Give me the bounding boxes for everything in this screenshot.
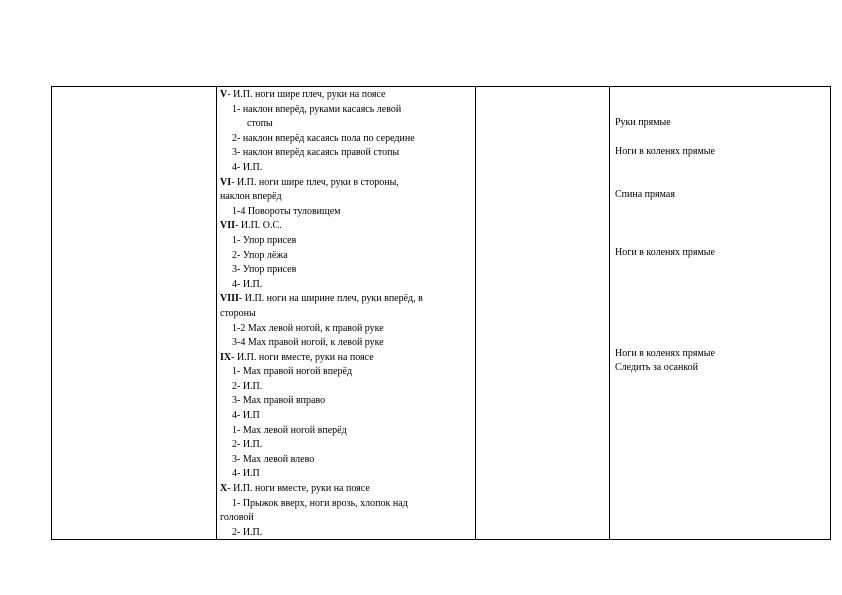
exercise-step: 3- Мах правой вправо [232,395,326,407]
exercise-heading-text: - И.П. О.С. [235,220,282,232]
exercise-table [51,86,831,540]
column-divider [475,87,476,539]
exercise-heading-text: - И.П. ноги шире плеч, руки на поясе [227,89,386,100]
exercise-step: 1-2 Мах левой ногой, к правой руке [232,322,384,334]
exercise-step: 3-4 Мах правой ногой, к левой руке [232,337,384,349]
exercise-step: 4- И.П [232,468,260,480]
exercise-step: 1- Упор присев [232,234,297,246]
note-line: Спина прямая [615,189,675,200]
exercise-description-cell [220,88,472,540]
exercise-step: 3- наклон вперёд касаясь правой стопы [232,147,400,159]
exercise-step: 1- Прыжок вверх, ноги врозь, хлопок над [232,497,408,509]
exercise-step: 2- И.П. [232,439,263,451]
exercise-step: 4- И.П. [232,278,263,290]
exercise-step: головой [220,512,254,524]
exercise-heading [220,482,472,497]
exercise-step: 1-4 Повороты туловищем [232,205,341,217]
exercise-step: 3- Мах левой влево [232,453,315,465]
note-line: Следить за осанкой [615,362,699,373]
exercise-number: VIII [220,293,239,305]
exercise-heading-text: - И.П. ноги на ширине плеч, руки вперёд, в [238,293,423,305]
column-divider [609,87,610,539]
exercise-number: IX [220,351,232,363]
exercise-step: 1- Мах правой ногой вперёд [232,366,353,378]
exercise-step: 2- Упор лёжа [232,249,288,261]
note-line: Ноги в коленях прямые [615,247,715,258]
exercise-heading-text: - И.П. ноги шире плеч, руки в стороны, [231,176,399,188]
exercise-step: 2- И.П. [232,380,263,392]
exercise-heading [220,176,472,191]
exercise-heading [220,292,472,307]
exercise-step: 2- наклон вперёд касаясь пола по середине [232,132,415,144]
exercise-step: 1- Мах левой ногой вперёд [232,424,347,436]
exercise-number: X [220,483,228,495]
exercise-number: VI [220,176,232,188]
exercise-number: VII [220,220,236,232]
exercise-step: наклон вперёд [220,191,282,203]
exercise-heading [220,351,472,366]
exercise-step: 3- Упор присев [232,264,297,276]
exercise-step: стопы [247,118,273,130]
exercise-heading-text: - И.П. ноги вместе, руки на поясе [231,351,374,363]
exercise-step: 4- И.П. [232,161,263,173]
exercise-heading [220,88,472,103]
note-line: Ноги в коленях прямые [615,146,715,157]
exercise-heading-text: - И.П. ноги вместе, руки на поясе [227,483,370,495]
note-line: Ноги в коленях прямые [615,348,715,359]
exercise-step: стороны [220,307,256,319]
exercise-heading [220,219,472,234]
exercise-step: 2- И.П. [232,526,263,538]
exercise-number: V [220,89,228,100]
exercise-step: 4- И.П [232,410,260,422]
note-line: Руки прямые [615,117,671,128]
exercise-step: 1- наклон вперёд, руками касаясь левой [232,103,402,115]
column-divider [216,87,217,539]
